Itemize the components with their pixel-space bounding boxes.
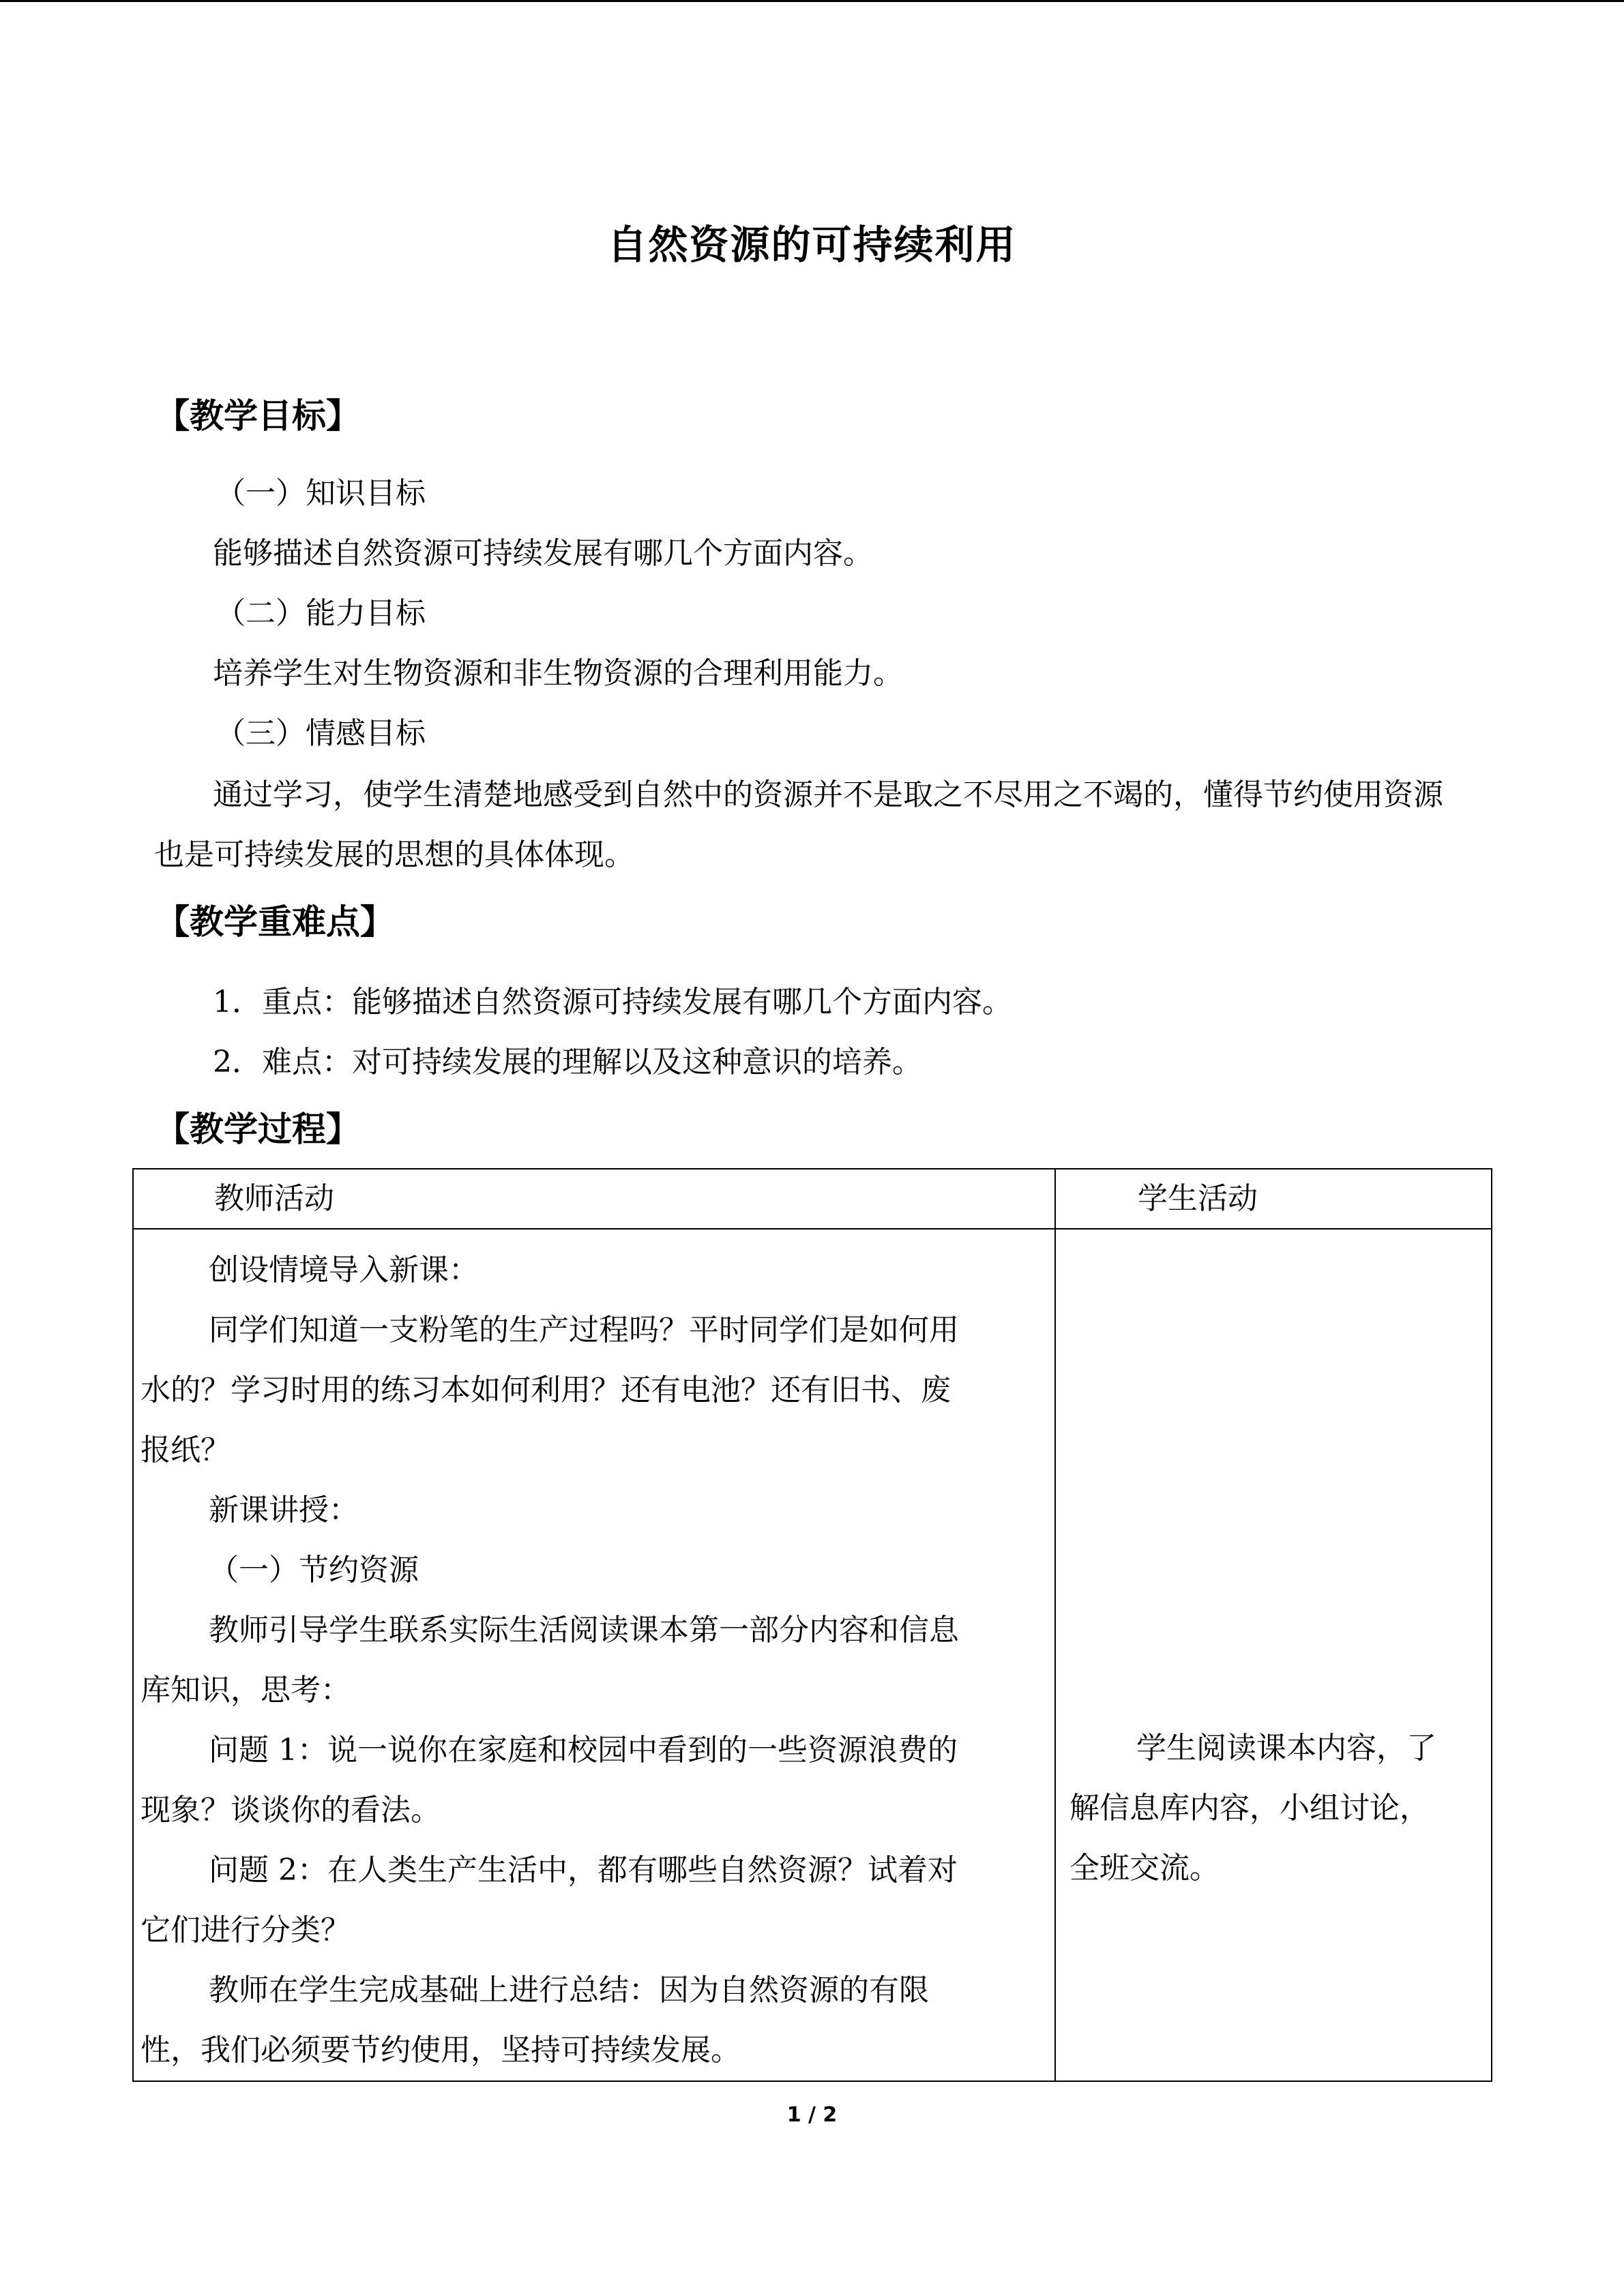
difficult-point-item: 2．难点：对可持续发展的理解以及这种意识的培养。 <box>213 1045 922 1079</box>
teacher-line: 教师在学生完成基础上进行总结：因为自然资源的有限 <box>209 1973 929 2008</box>
teacher-column-header <box>133 1169 1055 1229</box>
student-activity-text <box>1069 1718 1479 1898</box>
teacher-line: （一）节约资源 <box>209 1553 419 1587</box>
teacher-activity-cell <box>133 1229 1055 2081</box>
student-activity-cell <box>1055 1229 1492 2081</box>
table-header-row <box>133 1169 1492 1229</box>
teacher-line: 新课讲授： <box>209 1493 359 1527</box>
teacher-line: 教师引导学生联系实际生活阅读课本第一部分内容和信息 <box>209 1613 959 1648</box>
teacher-line: 创设情境导入新课： <box>209 1253 479 1287</box>
emotion-goal-text: 通过学习，使学生清楚地感受到自然中的资源并不是取之不尽用之不竭的，懂得节约使用资源也是可持续发展的思想的具体体现。 <box>154 777 1443 872</box>
section-heading-key-points: 【教学重难点】 <box>156 902 394 942</box>
teacher-column-label: 教师活动 <box>214 1181 334 1216</box>
key-point-item: 1．重点：能够描述自然资源可持续发展有哪几个方面内容。 <box>213 985 1012 1019</box>
knowledge-goal-text: 能够描述自然资源可持续发展有哪几个方面内容。 <box>213 536 873 571</box>
teacher-line: 报纸？ <box>141 1433 231 1467</box>
student-column-label: 学生活动 <box>1138 1181 1258 1216</box>
student-line: 学生阅读课本内容，了 <box>1136 1731 1436 1765</box>
student-line: 解信息库内容，小组讨论， <box>1069 1791 1430 1825</box>
teacher-line: 水的？学习时用的练习本如何利用？还有电池？还有旧书、废 <box>141 1373 951 1407</box>
teacher-line: 问题 2：在人类生产生活中，都有哪些自然资源？试着对 <box>209 1853 958 1888</box>
teacher-line: 它们进行分类？ <box>141 1913 351 1948</box>
table-row <box>133 1229 1492 2081</box>
teacher-activity-lines <box>134 1229 1054 2081</box>
ability-goal-text: 培养学生对生物资源和非生物资源的合理利用能力。 <box>213 656 903 691</box>
student-line: 全班交流。 <box>1069 1851 1220 1885</box>
section-heading-goals: 【教学目标】 <box>156 396 360 436</box>
teacher-line: 现象？谈谈你的看法。 <box>141 1793 441 1828</box>
top-border-line <box>0 0 1624 2</box>
page-title: 自然资源的可持续利用 <box>607 222 1017 268</box>
page-number: 1 / 2 <box>786 2103 838 2127</box>
emotion-goal-label: （三）情感目标 <box>216 716 426 751</box>
teacher-line: 性，我们必须要节约使用，坚持可持续发展。 <box>141 2033 741 2068</box>
ability-goal-label: （二）能力目标 <box>216 596 426 631</box>
teacher-line: 同学们知道一支粉笔的生产过程吗？平时同学们是如何用 <box>209 1313 959 1347</box>
process-table <box>132 1168 1492 2082</box>
student-column-header <box>1055 1169 1492 1229</box>
section-heading-process: 【教学过程】 <box>156 1109 360 1149</box>
teacher-line: 问题 1：说一说你在家庭和校园中看到的一些资源浪费的 <box>209 1733 958 1768</box>
teacher-line: 库知识，思考： <box>141 1673 351 1708</box>
knowledge-goal-label: （一）知识目标 <box>216 476 426 511</box>
